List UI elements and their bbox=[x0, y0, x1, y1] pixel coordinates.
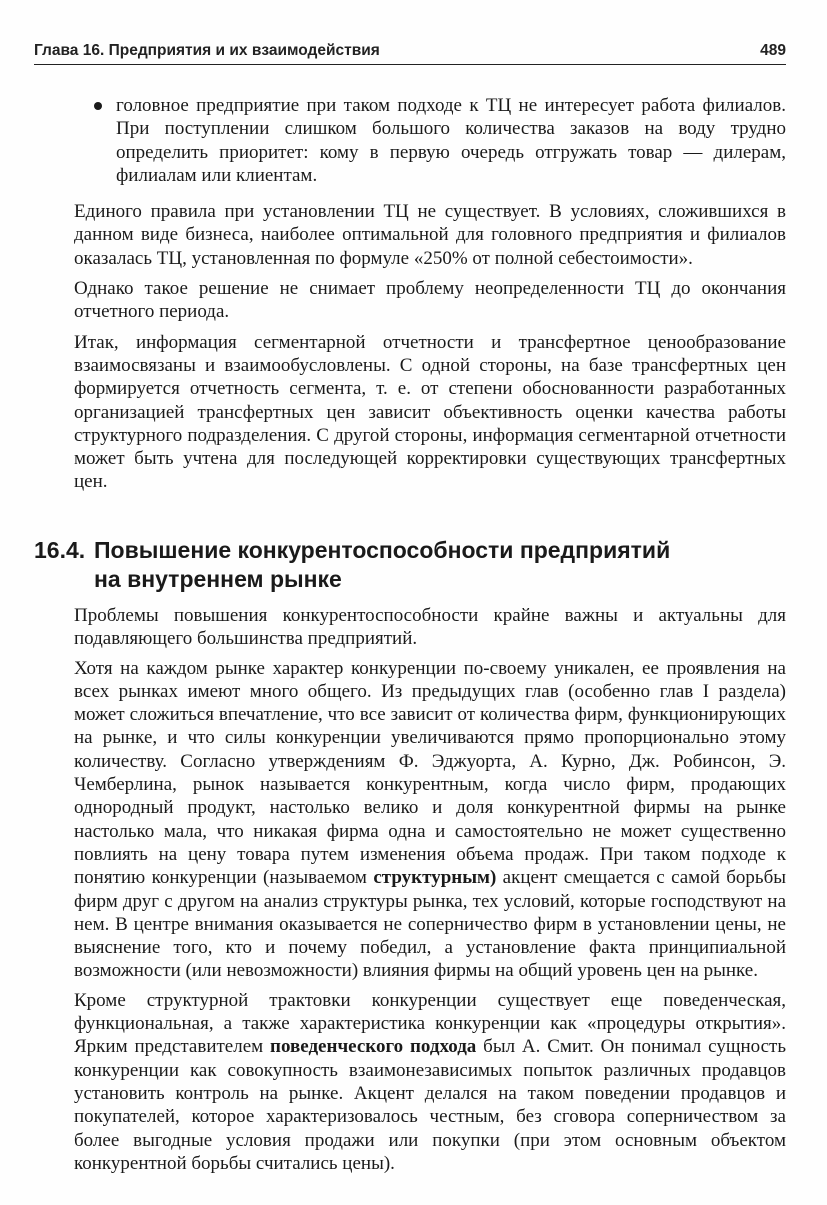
paragraph: Однако такое решение не снимает проблему неопределенности ТЦ до окончания отчетного периода. bbox=[74, 278, 786, 323]
section-heading bbox=[34, 536, 786, 594]
body-text-upper bbox=[74, 94, 786, 501]
paragraph-text: акцент смещается с самой борьбы фирм друг с другом на анализ структуры рынка, тех условий, которые господствуют на нем. В центре внимания оказывается не соперничество фирм в установлении цены, не выяснение того, кто и почему победил, а установление факта принципиальной возможности (или невозможности) влияния фирмы на общий уровень цен на рынке. bbox=[74, 867, 786, 982]
paragraph-text: Кроме структурной трактовки конкуренции существует еще поведенческая, функциональная, а также характеристика конкуренции как «процедуры открытия». Ярким представителем bbox=[74, 989, 786, 1058]
bold-term: структурным) bbox=[373, 867, 497, 889]
paragraph bbox=[74, 989, 786, 1175]
bullet-text: головное предприятие при таком подходе к ТЦ не интересует работа филиалов. При поступлении слишком большого количества заказов на воду трудно определить приоритет: кому в первую очередь отгружать товар — дилерам, филиалам или клиентам. bbox=[116, 95, 786, 186]
section-title-line2: на внутреннем рынке bbox=[94, 566, 342, 592]
chapter-title: Глава 16. Предприятия и их взаимодействия bbox=[34, 42, 380, 59]
paragraph: Единого правила при установлении ТЦ не существует. В условиях, сложившихся в данном виде бизнеса, наиболее оптимальной для головного предприятия и филиалов оказалась ТЦ, установленная по формуле «250% от полной себестоимости». bbox=[74, 201, 786, 269]
page-number: 489 bbox=[760, 42, 786, 59]
paragraph bbox=[74, 657, 786, 983]
bold-term: поведенческого подхода bbox=[270, 1036, 477, 1058]
bullet-icon bbox=[94, 102, 102, 110]
paragraph-text: Хотя на каждом рынке характер конкуренции по-своему уникален, ее проявления на всех рынках имеют много общего. Из предыдущих глав (особенно глав I раздела) может сложиться впечатление, что все зависит от количества фирм, функционирующих на рынке, и что силы конкуренции увеличиваются прямо пропорционально этому количеству. Согласно утверждениям Ф. Эджуорта, А. Курно, Дж. Робинсон, Э. Чемберлина, рынок называется конкурентным, когда число фирм, продающих однородный продукт, настолько велико и доля конкурентной фирмы на рынке настолько мала, что никакая фирма одна и самостоятельно не может существенно повлиять на цену товара путем изменения объема продаж. При таком подходе к понятию конкуренции (называемом bbox=[74, 657, 786, 889]
section-number: 16.4. bbox=[34, 537, 86, 563]
running-header bbox=[34, 40, 786, 65]
section-title-line1: Повышение конкурентоспособности предприятий bbox=[94, 537, 671, 563]
paragraph: Итак, информация сегментарной отчетности и трансфертное ценообразование взаимосвязаны и взаимообусловлены. С одной стороны, на базе трансфертных цен формируется отчетность сегмента, т. е. от степени обоснованности разработанных организацией трансфертных цен зависит объективность оценки качества работы структурного подразделения. С другой стороны, информация сегментарной отчетности может быть учтена для последующей корректировки существующих трансфертных цен. bbox=[74, 331, 786, 493]
bullet-list-item bbox=[74, 94, 786, 187]
body-text-lower bbox=[74, 604, 786, 1181]
paragraph: Проблемы повышения конкурентоспособности крайне важны и актуальны для подавляющего большинства предприятий. bbox=[74, 605, 786, 650]
paragraph-text: был А. Смит. Он понимал сущность конкуренции как совокупность взаимонезависимых попыток различных продавцов установить контроль на рынке. Акцент делался на таком поведении продавцов и покупателей, которое характеризовалось честным, без сговора соперничеством за более выгодные условия продажи или покупки (при этом основным объектом конкурентной борьбы считались цены). bbox=[74, 1036, 786, 1174]
